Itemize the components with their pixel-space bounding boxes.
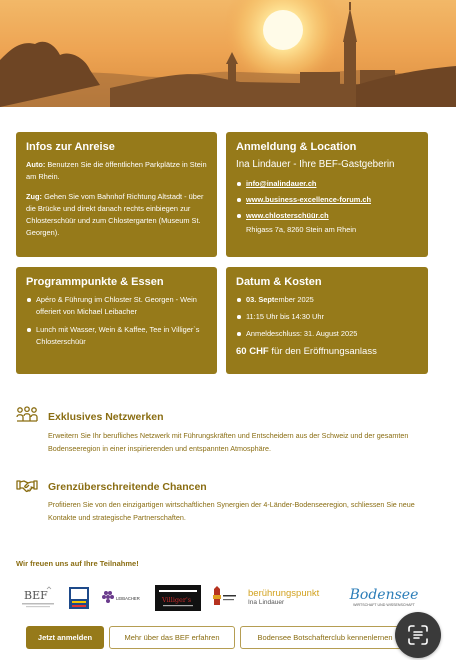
hero-image — [0, 0, 456, 107]
stein-am-rhein-logo-graphic — [208, 585, 238, 611]
beruehrungspunkt-logo-subtext: Ina Lindauer — [248, 599, 285, 606]
stein-am-rhein-logo[interactable] — [208, 585, 238, 611]
partner-logos — [16, 585, 436, 613]
programm-item: Lunch mit Wasser, Wein & Kaffee, Tee in Villiger`s Chlosterschüür — [26, 324, 207, 348]
event-time: 11:15 Uhr bis 14:30 Uhr — [236, 311, 418, 323]
anreise-zug — [26, 191, 207, 239]
feature-text-networking: Erweitern Sie Ihr berufliches Netzwerk mit Führungskräften und Entscheidern aus der Schweiz und der gesamten Bodenseeregion in einer inspirierenden und entspannten Atmosphäre. — [48, 431, 409, 453]
datum-title: Datum & Kosten — [236, 276, 322, 288]
scan-icon — [407, 624, 429, 646]
chlosterschuur-link[interactable]: www.chlosterschüür.ch — [236, 210, 418, 222]
feature-title-chancen: Grenzüberschreitende Chancen — [48, 481, 207, 493]
programm-card — [16, 267, 217, 374]
villiger-logo[interactable] — [154, 585, 202, 611]
feature-text-chancen: Profitieren Sie von den einzigartigen wirtschaftlichen Synergien der 4-Länder-Bodenseeregion, schliessen Sie neue Kontakte und strategische Partnerschaften. — [48, 500, 415, 522]
bodensee-wirtschaft-logo-text: Bodensee — [349, 587, 419, 603]
bodensee-wirtschaft-logo-subtext: WIRTSCHAFT UND WISSENSCHAFT — [353, 603, 415, 607]
bodensee-club-logo-graphic — [67, 585, 91, 611]
zug-text: Gehen Sie vom Bahnhof Richtung Altstadt - über die Brücke und direkt danach rechts einbiegen zur Chlosterschüür und zum Chlostergarten (Museum St. Georgen). — [26, 192, 204, 237]
welcome-text: Wir freuen uns auf Ihre Teilnahme! — [16, 559, 139, 568]
more-bef-button[interactable]: Mehr über das BEF erfahren — [109, 626, 235, 649]
programm-item: Apéro & Führung im Chloster St. Georgen - Wein offeriert von Michael Leibacher — [26, 294, 207, 318]
sunset-skyline-illustration — [0, 0, 456, 107]
email-link[interactable]: info@inalindauer.ch — [236, 178, 418, 190]
datum-list — [236, 294, 418, 340]
registration-deadline: Anmeldeschluss: 31. August 2025 — [236, 328, 418, 340]
bef-logo-graphic — [18, 585, 58, 611]
zug-label: Zug: — [26, 192, 43, 201]
anmeldung-subtitle: Ina Lindauer - Ihre BEF-Gastgeberin — [236, 159, 395, 170]
leibacher-logo-graphic — [100, 585, 144, 611]
anreise-card — [16, 132, 217, 257]
villiger-logo-text: Villiger's — [162, 596, 192, 604]
svg-text:BEF: BEF — [24, 589, 48, 602]
register-button[interactable]: Jetzt anmelden — [26, 626, 104, 649]
bodensee-wirtschaft-logo[interactable] — [338, 585, 430, 611]
programm-title: Programmpunkte & Essen — [26, 276, 164, 288]
people-network-icon — [16, 406, 38, 424]
anmeldung-links — [236, 178, 418, 222]
anreise-title: Infos zur Anreise — [26, 141, 115, 153]
anmeldung-title: Anmeldung & Location — [236, 141, 357, 153]
bodensee-club-logo[interactable] — [66, 585, 92, 611]
datum-card — [226, 267, 428, 374]
leibacher-logo-text: LEIBACHER — [116, 596, 140, 601]
price-amount: 60 CHF — [236, 346, 269, 357]
programm-list — [26, 294, 207, 348]
location-address: Rhigass 7a, 8260 Stein am Rhein — [246, 225, 357, 234]
anreise-auto — [26, 159, 207, 183]
bef-website-link[interactable]: www.business-excellence-forum.ch — [236, 194, 418, 206]
anmeldung-card — [226, 132, 428, 257]
handshake-icon — [16, 477, 38, 495]
scan-button[interactable] — [395, 612, 441, 658]
auto-label: Auto: — [26, 160, 46, 169]
event-date — [236, 294, 418, 306]
event-date-bold: 03. Sept — [246, 295, 275, 304]
bef-logo[interactable] — [18, 585, 58, 611]
feature-title-networking: Exklusives Netzwerken — [48, 411, 164, 423]
price-label: für den Eröffnungsanlass — [268, 346, 377, 357]
auto-text: Benutzen Sie die öffentlichen Parkplätze in Stein am Rhein. — [26, 160, 207, 181]
leibacher-logo[interactable] — [100, 585, 144, 611]
event-price — [236, 346, 418, 357]
club-button[interactable]: Bodensee Botschafterclub kennenlernen — [240, 626, 410, 649]
villiger-logo-graphic — [155, 585, 201, 611]
beruehrungspunkt-logo[interactable] — [248, 585, 334, 611]
beruehrungspunkt-logo-text: berührungspunkt — [248, 588, 320, 599]
event-date-rest: ember 2025 — [274, 295, 314, 304]
